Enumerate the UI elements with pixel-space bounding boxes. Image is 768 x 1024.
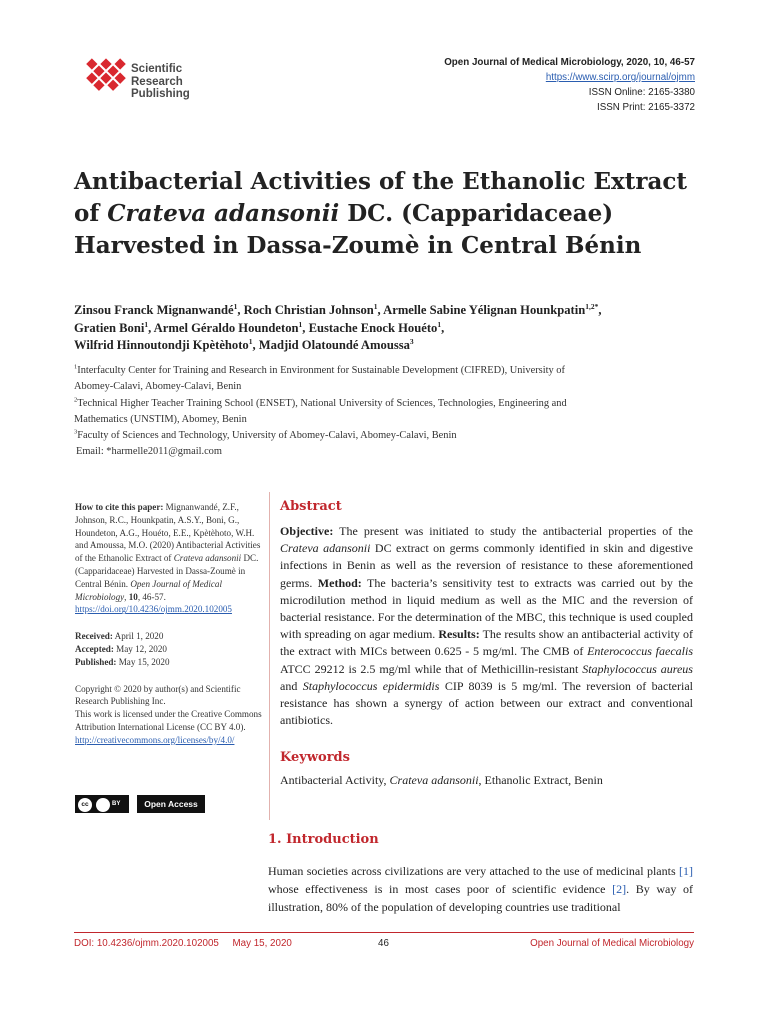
abstract-heading: Abstract: [280, 499, 342, 514]
footer-journal: Open Journal of Medical Microbiology: [530, 938, 694, 949]
affiliation-2-cont: Mathematics (UNSTIM), Abomey, Benin: [74, 413, 247, 425]
affiliation-3: $^3$Faculty of Sciences and Technology, University of Abomey-Calavi, Abomey-Calavi, Benin: [74, 428, 457, 442]
author-line-2: Gratien Boni$^1$, Armel Géraldo Houndeton$^1$, Eustache Enock Houéto$^1$,: [74, 319, 445, 335]
journal-url-link[interactable]: https://www.scirp.org/journal/ojmm: [545, 72, 695, 83]
copyright: Copyright © 2020 by author(s) and Scientific Research Publishing Inc. This work is licensed under the Creative Commons Attribution International License (CC BY 4.0). http://creativecommons.org/licenses/by/4.0/: [75, 683, 262, 745]
affiliation-2: $^2$Technical Higher Teacher Training School (ENSET), National University of Sciences, Technologies, Engineering and: [74, 396, 567, 409]
open-access-badge: Open Access: [137, 795, 205, 813]
title-species: Crateva adansonii: [107, 200, 340, 227]
column-divider: [269, 492, 270, 820]
abstract-text: Objective: The present was initiated to study the antibacterial properties of the Crateva adansonii DC extract on germs commonly identified in skin and digestive infections in Benin as well as the reversion of resistance to these aforementioned germs. Method: The bacteria’s sensitivity test to extracts was carried out by the microdilution method in liquid medium as well as the MIC and the reversion of bacterial resistance. For the determination of the MBC, this technique is used coupled with spreading on agar medium. Results: The results show an antibacterial activity of the extract with MICs between 0.625 - 5 mg/ml. The CMB of Enterococcus faecalis ATCC 29212 is 2.5 mg/ml while that of Methicillin-resistant Staphylococcus aureus and Staphylococcus epidermidis CIP 8039 is 5 mg/ml. The reversion of bacterial resistance has shown a synergy of action between our extract and conventional antibiotics.: [280, 524, 694, 728]
author-line-3: Wilfrid Hinnoutondji Kpètèhoto$^1$, Madjid Olatoundé Amoussa$^3$: [74, 336, 414, 352]
title-line-3: Harvested in Dassa-Zoumè in Central Bénin: [74, 232, 642, 259]
keywords-heading: Keywords: [280, 750, 350, 766]
affiliation-1: $^1$Interfaculty Center for Training and Research in Environment for Sustainable Development (CIFRED), University of: [74, 363, 565, 376]
person-icon: [96, 798, 110, 812]
cc-icon: cc: [78, 798, 92, 812]
issn-print: ISSN Print: 2165-3372: [596, 102, 695, 113]
email: Email: *harmelle2011@gmail.com: [76, 446, 222, 458]
author-list: [74, 302, 704, 355]
citation-sidebar: [75, 501, 265, 747]
publisher-line-1: Scientific: [131, 63, 183, 75]
how-to-cite: How to cite this paper: Mignanwandé, Z.F., Johnson, R.C., Hounkpatin, A.S.Y., Boni, G., Houndeton, A.G., Houéto, E.E., Kpètèhoto, W.H. and Amoussa, M.O. (2020) Antibacterial Activities of the Ethanolic Extract of Crateva adansonii DC. (Capparidaceae) Harvested in Dassa-Zoumè in Central Bénin. Open Journal of Medical Microbiology, 10, 46-57. https://doi.org/10.4236/ojmm.2020.102005: [75, 502, 261, 615]
publisher-line-2: Research: [131, 75, 183, 88]
journal-citation: Open Journal of Medical Microbiology, 2020, 10, 46-57: [444, 57, 695, 68]
author-line-1: Zinsou Franck Mignanwandé$^1$, Roch Christian Johnson$^1$, Armelle Sabine Yélignan Hounkpatin$^{1,2*}$,: [74, 301, 602, 317]
publisher-name: [131, 63, 190, 101]
license-link[interactable]: http://creativecommons.org/licenses/by/4.0/: [75, 734, 235, 745]
journal-info: [444, 55, 695, 115]
keywords-text: Antibacterial Activity, Crateva adansonii, Ethanolic Extract, Benin: [280, 773, 603, 788]
title-line-2: of Crateva adansonii DC. (Capparidaceae): [74, 200, 614, 227]
abstract-section: [280, 497, 693, 790]
reference-link-1[interactable]: [1]: [679, 864, 693, 878]
affiliations: [74, 363, 704, 461]
introduction-heading: 1. Introduction: [268, 832, 379, 847]
cc-by-badge[interactable]: cc BY: [75, 795, 129, 813]
issn-online: ISSN Online: 2165-3380: [588, 87, 695, 98]
footer-divider: [74, 932, 694, 933]
dates: Received: April 1, 2020 Accepted: May 12, 2020 Published: May 15, 2020: [75, 631, 170, 667]
title-line-1: Antibacterial Activities of the Ethanolic Extract: [74, 168, 688, 195]
reference-link-2[interactable]: [2]: [612, 882, 627, 896]
doi-link[interactable]: https://doi.org/10.4236/ojmm.2020.102005: [75, 604, 232, 615]
publisher-line-3: Publishing: [131, 88, 190, 100]
introduction-section: [268, 830, 693, 916]
introduction-text: Human societies across civilizations are very attached to the use of medicinal plants [1] whose effectiveness is in most cases poor of scientific evidence [2]. By way of illustration, 80% of the population of developing countries use traditional: [268, 864, 693, 914]
paper-title: [74, 166, 704, 262]
page-number: 46: [378, 938, 389, 949]
affiliation-1-cont: Abomey-Calavi, Abomey-Calavi, Benin: [74, 381, 242, 393]
footer-doi: DOI: 10.4236/ojmm.2020.102005 May 15, 2020: [74, 938, 292, 949]
